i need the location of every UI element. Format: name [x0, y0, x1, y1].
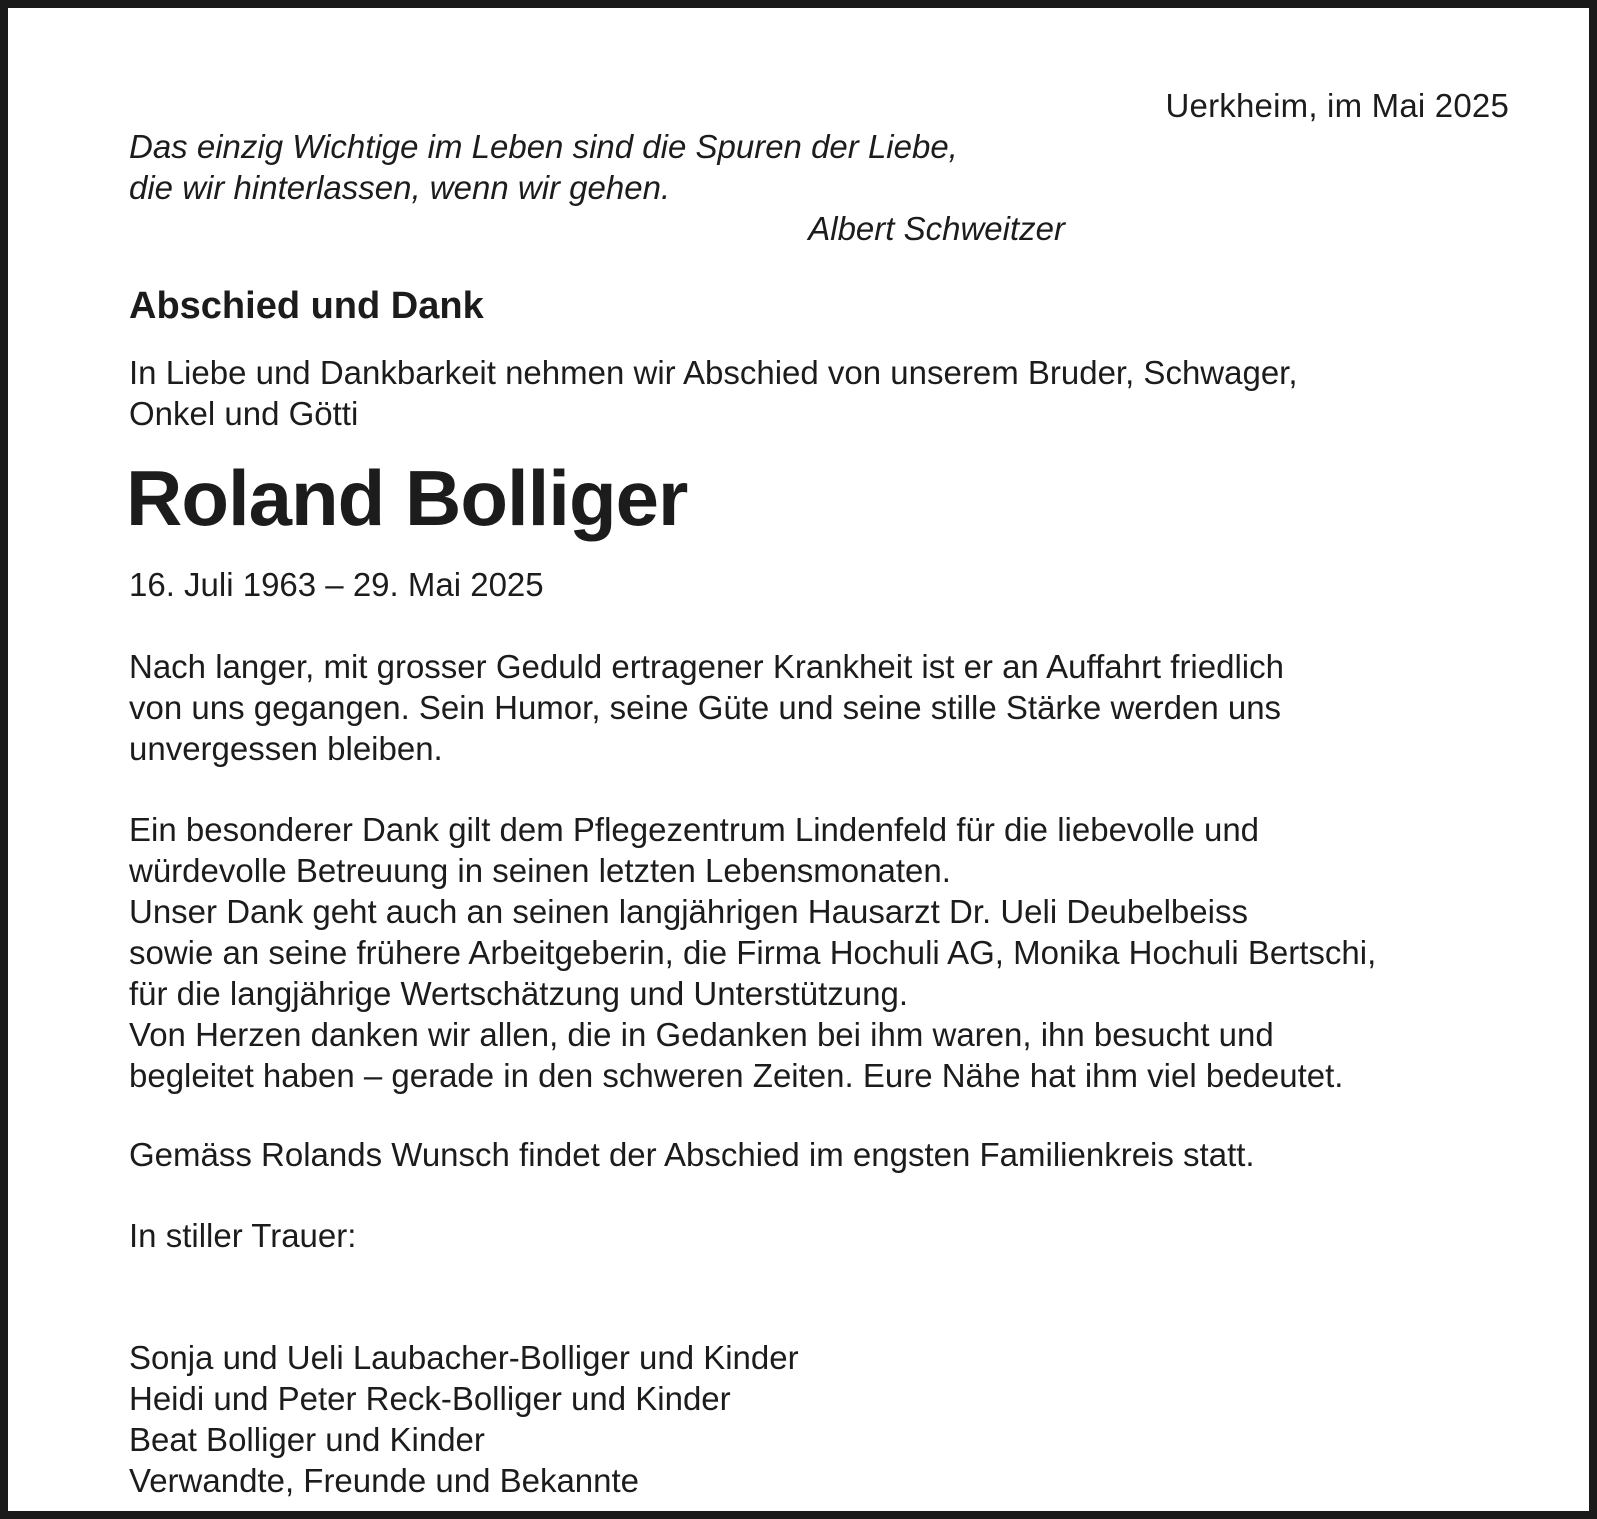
intro-line: In Liebe und Dankbarkeit nehmen wir Abschied von unserem Bruder, Schwager, — [129, 354, 1298, 391]
paragraph-thanks — [129, 809, 1376, 1096]
quote-line: die wir hinterlassen, wenn wir gehen. — [129, 169, 671, 206]
life-dates: 16. Juli 1963 – 29. Mai 2025 — [129, 566, 544, 603]
paragraph-illness — [129, 646, 1284, 769]
mourners-list — [129, 1337, 799, 1501]
paragraph-line: Unser Dank geht auch an seinen langjährigen Hausarzt Dr. Ueli Deubelbeiss — [129, 893, 1248, 930]
intro-line: Onkel und Götti — [129, 395, 359, 432]
paragraph-line: Ein besonderer Dank gilt dem Pflegezentrum Lindenfeld für die liebevolle und — [129, 811, 1260, 848]
mourner-entry: Heidi und Peter Reck-Bolliger und Kinder — [129, 1380, 731, 1417]
paragraph-line: unvergessen bleiben. — [129, 730, 443, 767]
paragraph-line: Von Herzen danken wir allen, die in Gedanken bei ihm waren, ihn besucht und — [129, 1016, 1274, 1053]
mourner-entry: Verwandte, Freunde und Bekannte — [129, 1462, 640, 1499]
quote-line: Das einzig Wichtige im Leben sind die Spuren der Liebe, — [129, 128, 958, 165]
paragraph-line: sowie an seine frühere Arbeitgeberin, die Firma Hochuli AG, Monika Hochuli Bertschi, — [129, 934, 1377, 971]
mourner-entry: Sonja und Ueli Laubacher-Bolliger und Kinder — [129, 1339, 799, 1376]
quote-author: Albert Schweitzer — [808, 210, 1065, 247]
section-heading: Abschied und Dank — [129, 285, 484, 327]
paragraph-line: begleitet haben – gerade in den schweren Zeiten. Eure Nähe hat ihm viel bedeutet. — [129, 1057, 1344, 1094]
paragraph-line: würdevolle Betreuung in seinen letzten Lebensmonaten. — [129, 852, 951, 889]
mourning-label: In stiller Trauer: — [129, 1217, 357, 1254]
place-date: Uerkheim, im Mai 2025 — [1165, 87, 1509, 124]
mourner-entry: Beat Bolliger und Kinder — [129, 1421, 485, 1458]
paragraph-line: von uns gegangen. Sein Humor, seine Güte und seine stille Stärke werden uns — [129, 689, 1282, 726]
deceased-name: Roland Bolliger — [126, 454, 688, 542]
intro-text — [129, 352, 1298, 434]
quote-block — [129, 126, 1065, 249]
paragraph-line: Nach langer, mit grosser Geduld ertragener Krankheit ist er an Auffahrt friedlich — [129, 648, 1284, 685]
paragraph-farewell: Gemäss Rolands Wunsch findet der Abschied im engsten Familienkreis statt. — [129, 1136, 1255, 1173]
paragraph-line: für die langjährige Wertschätzung und Unterstützung. — [129, 975, 909, 1012]
